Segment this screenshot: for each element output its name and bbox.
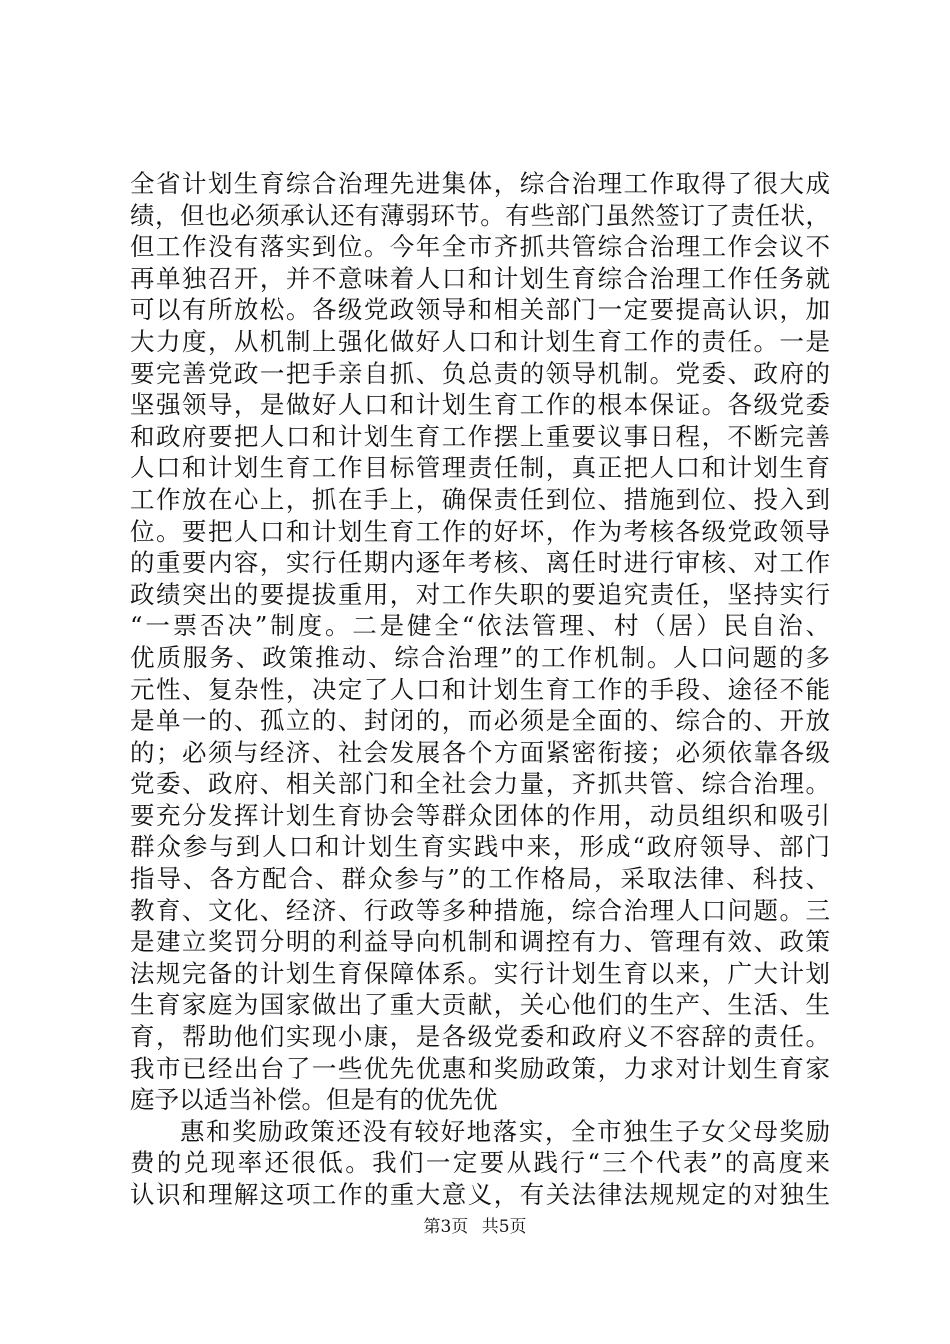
text-line: 但工作没有落实到位。今年全市齐抓共管综合治理工作会议不 — [130, 232, 830, 262]
text-line: “一票否决”制度。二是健全“依法管理、村（居）民自治、 — [130, 611, 830, 641]
text-line: 可以有所放松。各级党政领导和相关部门一定要提高认识，加 — [130, 295, 830, 325]
text-line: 政绩突出的要提拔重用，对工作失职的要追究责任，坚持实行 — [130, 579, 830, 609]
text-line: 绩，但也必须承认还有薄弱环节。有些部门虽然签订了责任状， — [130, 200, 830, 230]
text-line: 费的兑现率还很低。我们一定要从践行“三个代表”的高度来 — [130, 1148, 830, 1178]
text-line: 的；必须与经济、社会发展各个方面紧密衔接；必须依靠各级 — [130, 737, 830, 767]
text-line: 指导、各方配合、群众参与”的工作格局，采取法律、科技、 — [130, 864, 830, 894]
text-line: 全省计划生育综合治理先进集体，综合治理工作取得了很大成 — [130, 169, 830, 198]
text-line: 坚强领导，是做好人口和计划生育工作的根本保证。各级党委 — [130, 390, 830, 420]
text-line: 的重要内容，实行任期内逐年考核、离任时进行审核、对工作 — [130, 548, 830, 578]
text-line: 优质服务、政策推动、综合治理”的工作机制。人口问题的多 — [130, 642, 830, 672]
text-line: 法规完备的计划生育保障体系。实行计划生育以来，广大计划 — [130, 958, 830, 988]
page-number: 第3页 — [423, 1217, 469, 1237]
text-line: 大力度，从机制上强化做好人口和计划生育工作的责任。一是 — [130, 326, 830, 356]
text-line: 要充分发挥计划生育协会等群众团体的作用，动员组织和吸引 — [130, 800, 830, 830]
text-line: 惠和奖励政策还没有较好地落实，全市独生子女父母奖励 — [180, 1116, 830, 1146]
text-line: 元性、复杂性，决定了人口和计划生育工作的手段、途径不能 — [130, 674, 830, 704]
page-total: 共5页 — [481, 1217, 527, 1237]
text-line: 党委、政府、相关部门和全社会力量，齐抓共管、综合治理。 — [130, 769, 830, 799]
body-text — [130, 168, 830, 1211]
text-line: 生育家庭为国家做出了重大贡献，关心他们的生产、生活、生 — [130, 990, 830, 1020]
text-line: 认识和理解这项工作的重大意义，有关法律法规规定的对独生 — [130, 1180, 830, 1209]
text-line: 是建立奖罚分明的利益导向机制和调控有力、管理有效、政策 — [130, 927, 830, 957]
text-line: 人口和计划生育工作目标管理责任制，真正把人口和计划生育 — [130, 453, 830, 483]
text-line: 教育、文化、经济、行政等多种措施，综合治理人口问题。三 — [130, 895, 830, 925]
page-footer — [0, 1212, 950, 1237]
text-line: 育，帮助他们实现小康，是各级党委和政府义不容辞的责任。 — [130, 1022, 830, 1052]
text-line: 要完善党政一把手亲自抓、负总责的领导机制。党委、政府的 — [130, 358, 830, 388]
text-line: 我市已经出台了一些优先优惠和奖励政策，力求对计划生育家 — [130, 1053, 830, 1083]
text-line: 再单独召开，并不意味着人口和计划生育综合治理工作任务就 — [130, 263, 830, 293]
text-line: 群众参与到人口和计划生育实践中来，形成“政府领导、部门 — [130, 832, 830, 862]
text-line: 和政府要把人口和计划生育工作摆上重要议事日程，不断完善 — [130, 421, 830, 451]
text-line: 是单一的、孤立的、封闭的，而必须是全面的、综合的、开放 — [130, 706, 830, 736]
text-line: 工作放在心上，抓在手上，确保责任到位、措施到位、投入到 — [130, 484, 830, 514]
text-line: 庭予以适当补偿。但是有的优先优 — [130, 1085, 498, 1115]
text-line: 位。要把人口和计划生育工作的好坏，作为考核各级党政领导 — [130, 516, 830, 546]
